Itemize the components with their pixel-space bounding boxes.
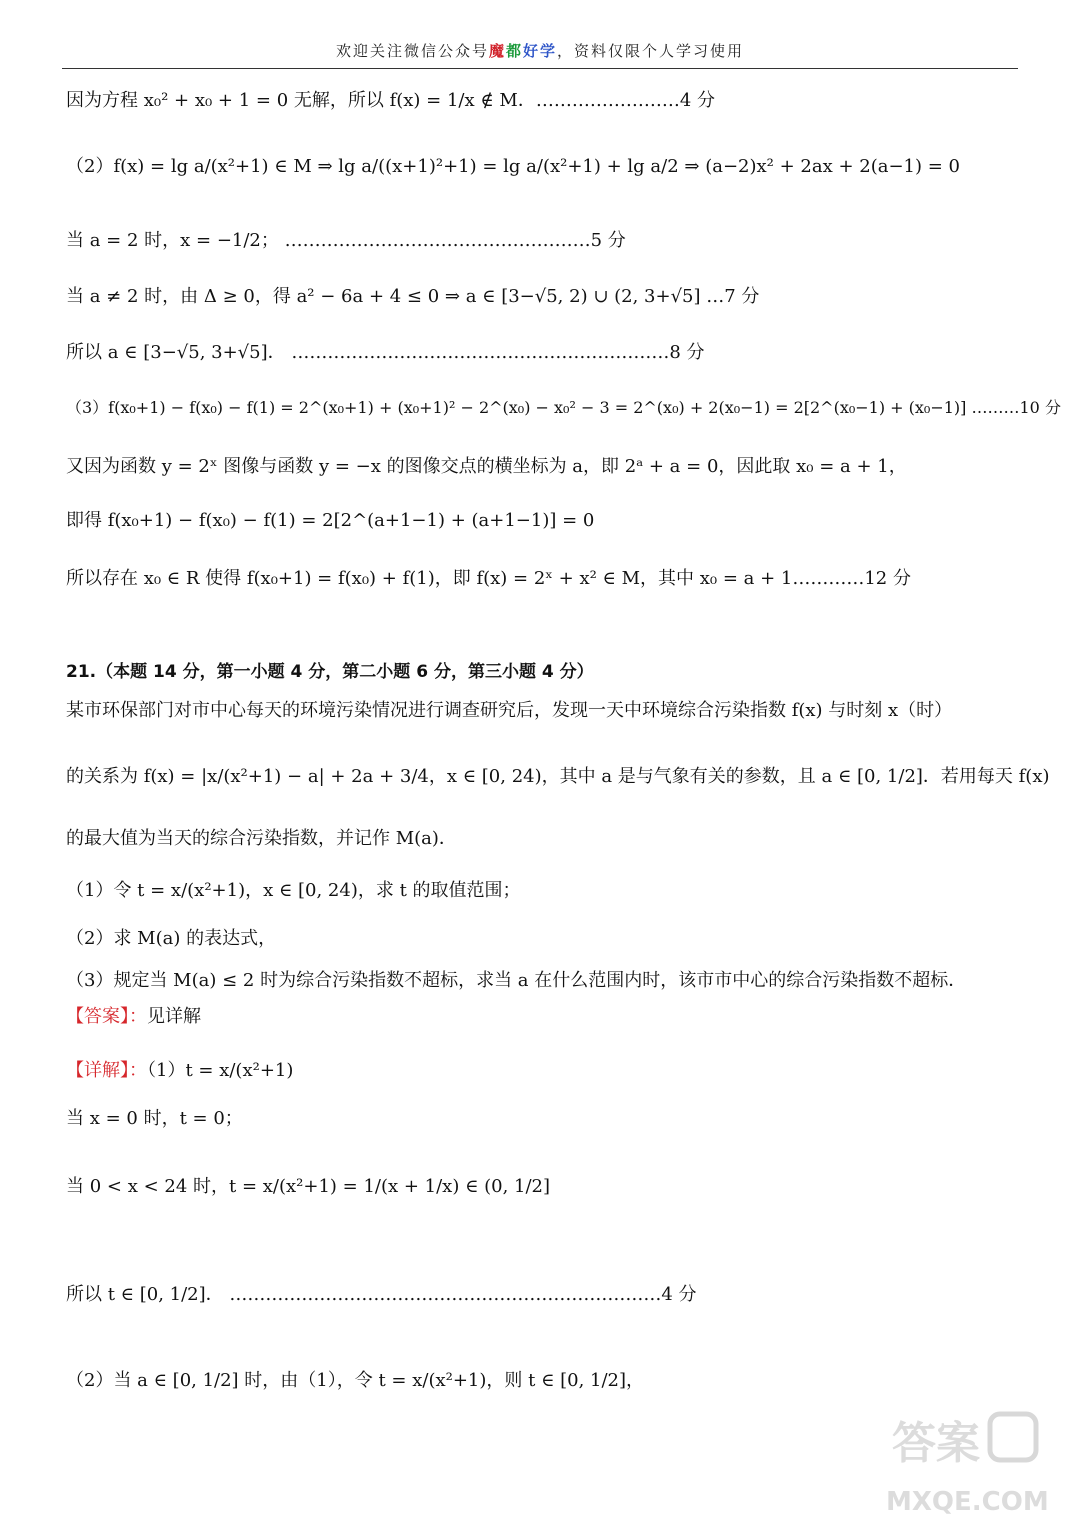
header-brand-3: 好学 — [523, 42, 558, 60]
problem-text-1: 某市环保部门对市中心每天的环境污染情况进行调查研究后，发现一天中环境综合污染指数 f(x) 与时刻 x（时） — [66, 700, 953, 721]
text-line-9: 所以存在 x₀ ∈ R 使得 f(x₀+1) = f(x₀) + f(1)，即 f(x) = 2ˣ + x² ∈ M，其中 x₀ = a + 1…………12 分 — [66, 568, 911, 589]
subquestion-2: （2）求 M(a) 的表达式， — [66, 928, 277, 949]
answer-text: 见详解 — [147, 1006, 201, 1027]
subquestion-1: （1）令 t = x/(x²+1)，x ∈ [0, 24)，求 t 的取值范围； — [66, 880, 521, 901]
watermark-text-2: MXQE.COM — [886, 1487, 1049, 1517]
watermark-text-1: 答案 — [892, 1418, 980, 1469]
text-line-2: （2）f(x) = lg a/(x²+1) ∈ M ⇒ lg a/((x+1)²+1) = lg a/(x²+1) + lg a/2 ⇒ (a−2)x² + 2ax + 2(a−1) = 0 — [66, 156, 960, 177]
solution-line-1: 当 x = 0 时，t = 0； — [66, 1108, 243, 1129]
text-line-4: 当 a ≠ 2 时，由 Δ ≥ 0，得 a² − 6a + 4 ≤ 0 ⇒ a ∈ [3−√5, 2) ∪ (2, 3+√5] …7 分 — [66, 286, 760, 307]
text-line-8: 即得 f(x₀+1) − f(x₀) − f(1) = 2[2^(a+1−1) + (a+1−1)] = 0 — [66, 510, 595, 531]
header-rule — [62, 68, 1018, 69]
text-line-5: 所以 a ∈ [3−√5, 3+√5]． ………………………………………………………8 分 — [66, 342, 705, 363]
detail-line — [66, 1062, 293, 1080]
site-watermark-logo — [880, 1410, 1050, 1520]
detail-text: （1）t = x/(x²+1) — [147, 1060, 294, 1081]
text-line-3: 当 a = 2 时，x = −1/2； ……………………………………………5 分 — [66, 230, 626, 251]
solution-line-2: 当 0 < x < 24 时，t = x/(x²+1) = 1/(x + 1/x) ∈ (0, 1/2] — [66, 1176, 551, 1197]
text-line-6: （3）f(x₀+1) − f(x₀) − f(1) = 2^(x₀+1) + (x₀+1)² − 2^(x₀) − x₀² − 3 = 2^(x₀) + 2(x₀−1) = 2[2^(x₀−1) + (x₀−1)] ………10 分 — [66, 398, 1061, 417]
header-post: ，资料仅限个人学习使用 — [557, 42, 745, 60]
watermark-badge-icon — [990, 1414, 1036, 1460]
solution-line-3: 所以 t ∈ [0, 1/2]． ………………………………………………………………4 分 — [66, 1284, 697, 1305]
header-pre: 欢迎关注微信公众号 — [335, 42, 489, 60]
problem-text-3: 的最大值为当天的综合污染指数，并记作 M(a)． — [66, 828, 457, 849]
problem-text-2: 的关系为 f(x) = |x/(x²+1) − a| + 2a + 3/4，x ∈ [0, 24)，其中 a 是与气象有关的参数，且 a ∈ [0, 1/2]．若用每天 f(x) — [66, 766, 1050, 787]
page-header — [0, 40, 1080, 61]
subquestion-3: （3）规定当 M(a) ≤ 2 时为综合污染指数不超标，求当 a 在什么范围内时，该市市中心的综合污染指数不超标． — [66, 970, 967, 991]
text-line-7: 又因为函数 y = 2ˣ 图像与函数 y = −x 的图像交点的横坐标为 a，即 2ᵃ + a = 0，因此取 x₀ = a + 1， — [66, 456, 907, 477]
header-brand-2: 都 — [505, 42, 523, 60]
header-brand-1: 魔 — [488, 42, 506, 60]
detail-label: 【详解】： — [66, 1060, 147, 1081]
solution-line-4: （2）当 a ∈ [0, 1/2] 时，由（1），令 t = x/(x²+1)，则 t ∈ [0, 1/2]， — [66, 1370, 645, 1391]
watermark-graphic — [880, 1410, 1050, 1520]
text-line-1: 因为方程 x₀² + x₀ + 1 = 0 无解，所以 f(x) = 1/x ∉ M．……………………4 分 — [66, 90, 716, 111]
problem-21-heading: 21.（本题 14 分，第一小题 4 分，第二小题 6 分，第三小题 4 分） — [66, 662, 594, 682]
answer-label: 【答案】： — [66, 1006, 147, 1027]
answer-line — [66, 1008, 201, 1026]
